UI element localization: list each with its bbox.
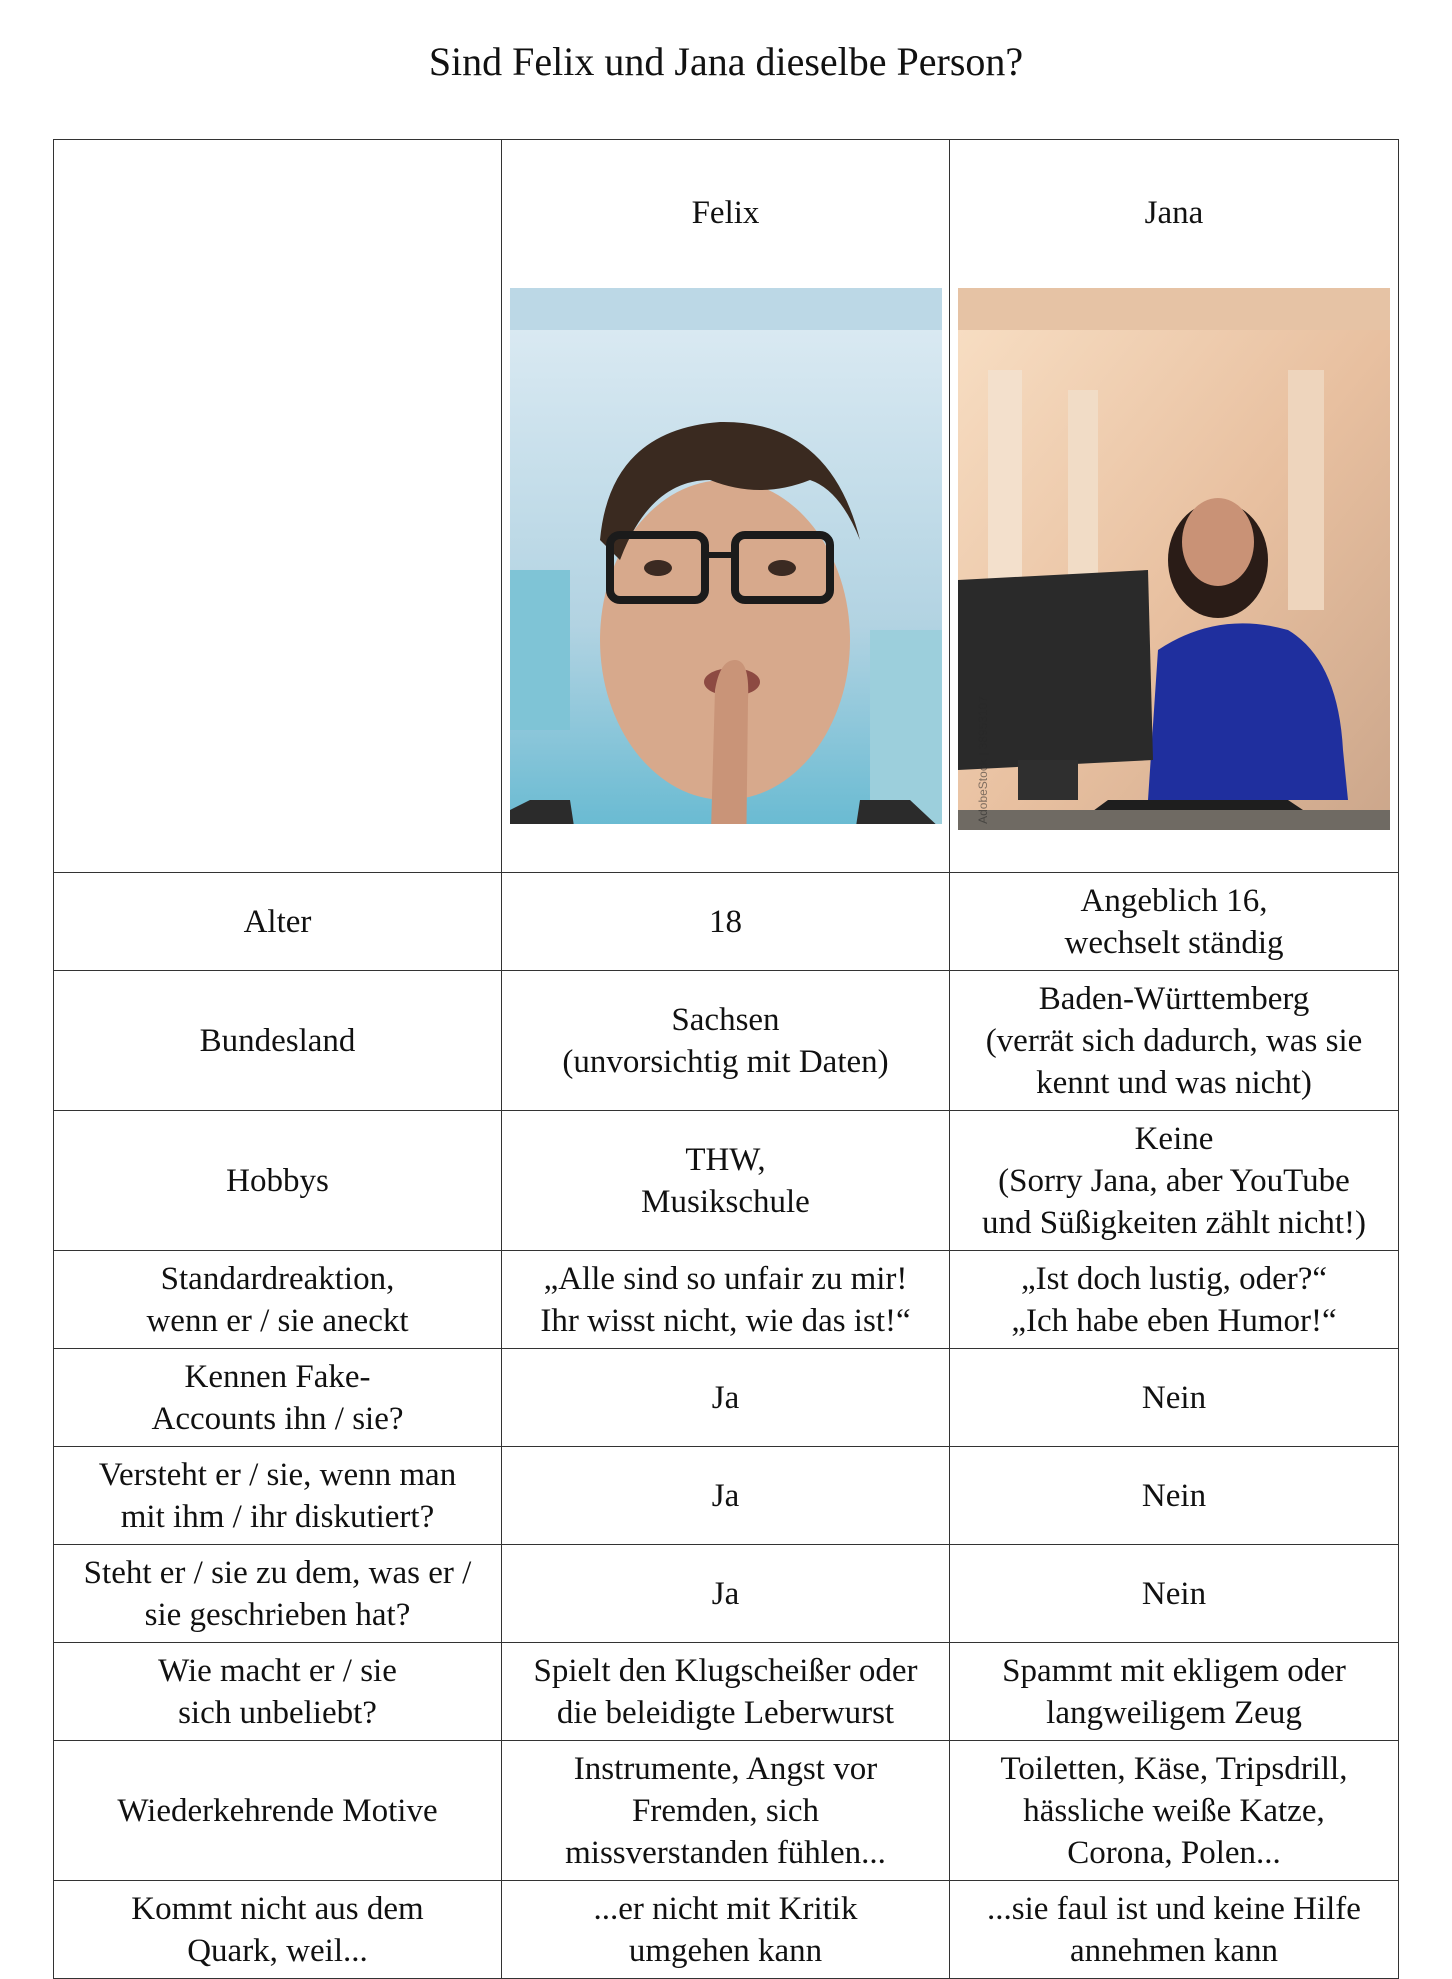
table-row: [54, 1349, 1399, 1447]
jana-name: Jana: [1144, 195, 1204, 231]
felix-header-cell: [502, 140, 950, 873]
row-label: Wiederkehrende Motive: [54, 1741, 502, 1881]
empty-corner-cell: [54, 140, 502, 873]
table-row: [54, 873, 1399, 971]
stock-photo-icon: [958, 330, 1390, 830]
row-label: Versteht er / sie, wenn man mit ihm / ihr diskutiert?: [54, 1447, 502, 1545]
felix-cell: Ja: [502, 1545, 950, 1643]
felix-photo: [510, 288, 942, 824]
felix-cell: Ja: [502, 1349, 950, 1447]
table-row: [54, 1545, 1399, 1643]
jana-cell: Toiletten, Käse, Tripsdrill, hässliche weiße Katze, Corona, Polen...: [950, 1741, 1399, 1881]
jana-cell: Spammt mit ekligem oder langweiligem Zeug: [950, 1643, 1399, 1741]
felix-cell: „Alle sind so unfair zu mir! Ihr wisst nicht, wie das ist!“: [502, 1251, 950, 1349]
jana-cell: ...sie faul ist und keine Hilfe annehmen kann: [950, 1881, 1399, 1979]
felix-name: Felix: [691, 195, 760, 231]
jana-cell: „Ist doch lustig, oder?“ „Ich habe eben Humor!“: [950, 1251, 1399, 1349]
table-row: [54, 1111, 1399, 1251]
row-label: Kommt nicht aus dem Quark, weil...: [54, 1881, 502, 1979]
table-row: [54, 1251, 1399, 1349]
photo-watermark: AdobeStock | 38953107: [976, 696, 990, 824]
jana-cell: Nein: [950, 1545, 1399, 1643]
jana-cell: Nein: [950, 1349, 1399, 1447]
row-label: Kennen Fake- Accounts ihn / sie?: [54, 1349, 502, 1447]
portrait-icon: [510, 330, 942, 824]
jana-photo: [958, 288, 1390, 830]
table-row: [54, 1643, 1399, 1741]
felix-cell: Instrumente, Angst vor Fremden, sich missverstanden fühlen...: [502, 1741, 950, 1881]
table-row: [54, 1741, 1399, 1881]
table-row: [54, 1881, 1399, 1979]
page-title: Sind Felix und Jana dieselbe Person?: [428, 39, 1024, 84]
row-label: Standardreaktion, wenn er / sie aneckt: [54, 1251, 502, 1349]
felix-cell: Spielt den Klugscheißer oder die beleidigte Leberwurst: [502, 1643, 950, 1741]
felix-cell: Ja: [502, 1447, 950, 1545]
jana-cell: Baden-Württemberg (verrät sich dadurch, was sie kennt und was nicht): [950, 971, 1399, 1111]
comparison-table: [53, 139, 1399, 1979]
jana-cell: Nein: [950, 1447, 1399, 1545]
jana-cell: Keine (Sorry Jana, aber YouTube und Süßigkeiten zählt nicht!): [950, 1111, 1399, 1251]
row-label: Steht er / sie zu dem, was er / sie geschrieben hat?: [54, 1545, 502, 1643]
table-row: [54, 971, 1399, 1111]
header-row: [54, 140, 1399, 873]
row-label: Hobbys: [54, 1111, 502, 1251]
felix-cell: THW, Musikschule: [502, 1111, 950, 1251]
felix-cell: 18: [502, 873, 950, 971]
table-row: [54, 1447, 1399, 1545]
row-label: Bundesland: [54, 971, 502, 1111]
felix-cell: Sachsen (unvorsichtig mit Daten): [502, 971, 950, 1111]
jana-header-cell: [950, 140, 1399, 873]
felix-cell: ...er nicht mit Kritik umgehen kann: [502, 1881, 950, 1979]
row-label: Alter: [54, 873, 502, 971]
row-label: Wie macht er / sie sich unbeliebt?: [54, 1643, 502, 1741]
jana-cell: Angeblich 16, wechselt ständig: [950, 873, 1399, 971]
